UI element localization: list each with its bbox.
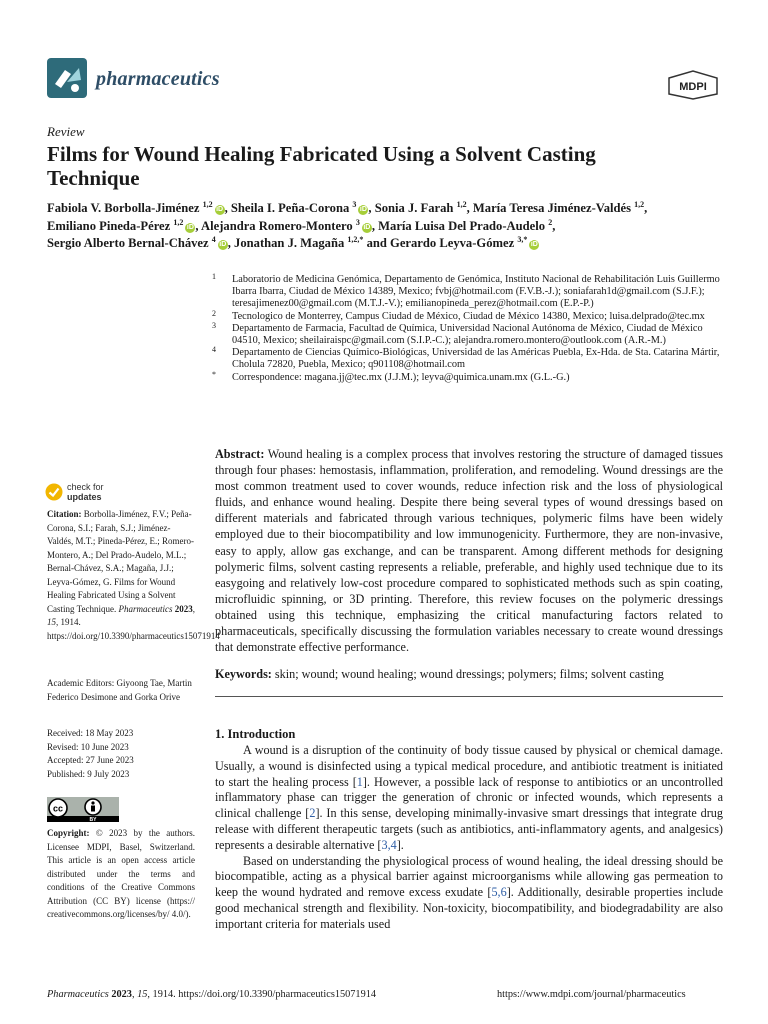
affiliation-number: 2 bbox=[212, 308, 216, 318]
date-published: Published: 9 July 2023 bbox=[47, 768, 130, 779]
article-type: Review bbox=[47, 124, 85, 139]
author-affiliation-marker: 2 bbox=[548, 217, 553, 227]
affiliation-text: Tecnologico de Monterrey, Campus Ciudad de México, Ciudad de México 14380, Mexico; luisa.delprado@tec.mx bbox=[232, 310, 705, 322]
paragraph: Based on understanding the physiological process of wound healing, the ideal dressing should be biocompatible, acting as a physical barrier against microorganisms while allowing gas permeation to keep the wound hydrated and remove excess exudate [5,6]. Additionally, desirable properties include good mechanical strength and flexibility. Non-toxicity, biocompatibility, and biodegradability are also important criteria for materials used bbox=[215, 853, 723, 931]
orcid-icon[interactable]: iD bbox=[219, 241, 227, 248]
author-name: Jonathan J. Magaña bbox=[234, 236, 345, 250]
author-affiliation-marker: 1,2 bbox=[634, 199, 645, 209]
footer-journal-url[interactable]: https://www.mdpi.com/journal/pharmaceutics bbox=[497, 989, 686, 1000]
paragraph: A wound is a disruption of the continuity of body tissue caused by physical or chemical damage. Usually, a wound is disinfected using a typical medical procedure, and antibiotic treatment is initiated to start the healing process [1]. However, a possible lack of response to antibiotics or an uncontrolled inflammatory phase can trigger the generation of chronic or infected wounds, which represents a clinical challenge [2]. In this sense, developing minimally-invasive smart dressings that integrate drug release with different therapeutic targets (such as antibiotics, anti-inflammatory agents, and analgesics) represents a desirable alternative [3,4]. bbox=[215, 743, 723, 852]
author-name: Gerardo Leyva-Gómez bbox=[390, 236, 515, 250]
reference-link[interactable]: 3,4 bbox=[381, 837, 397, 852]
affiliation-item bbox=[212, 308, 724, 323]
copyright-text: © 2023 by the authors. Licensee MDPI, Basel, Switzerland. This article is an open access article distributed under the terms and conditions of the Creative Commons Attribution (CC BY) license (https:// creativecommons.org/licenses/by/ 4.0/). bbox=[47, 828, 196, 919]
check-updates-line1: check for bbox=[67, 482, 104, 492]
reference-link[interactable]: 2 bbox=[309, 806, 316, 821]
citation-label: Citation: bbox=[47, 509, 82, 519]
abstract-text: Wound healing is a complex process that involves restoring the structure of damaged tissues through four phases: hemostasis, inflammation, proliferation, and remodeling. Wound dressings are the most common treatment used to cover wounds, reduce infection risk and the loss of physiological fluids, and enhance wound healing. Despite there being several types of wound dressings based on different materials and fabricated through various techniques, polymeric films have been widely employed due to their biocompatibility and low immunogenicity. Furthermore, they are non-invasive, easy to apply, allow gas exchange, and can be transparent. Among different methods for designing polymeric films, solvent casting represents a reliable, preferable, and highly used technique due to its easygoing and relatively low-cost procedure compared to sophisticated methods such as spin coating, microfluidic spinning, or 3D printing. Therefore, this review focuses on the polymeric dressings obtained using this technique, emphasizing the critical manufacturing factors related to pharmaceuticals, specifically discussing the formulation variables necessary to create wound dressings that demonstrate effective performance. bbox=[215, 447, 724, 655]
orcid-icon[interactable]: iD bbox=[363, 223, 371, 231]
author-name: Sonia J. Farah bbox=[374, 201, 454, 215]
author-affiliation-marker: 3 bbox=[352, 199, 357, 209]
keywords bbox=[215, 666, 723, 682]
academic-editors: Academic Editors: Giyoong Tae, Martin Federico Desimone and Gorka Orive bbox=[47, 678, 192, 702]
date-received: Received: 18 May 2023 bbox=[47, 728, 134, 738]
affiliation-item bbox=[212, 347, 724, 371]
svg-text:MDPI: MDPI bbox=[679, 81, 707, 93]
author-affiliation-marker: 3 bbox=[355, 217, 360, 227]
author-affiliation-marker: 1,2 bbox=[456, 199, 467, 209]
affiliation-item bbox=[212, 320, 724, 347]
publisher-logo bbox=[667, 70, 719, 100]
affiliation-number: 4 bbox=[212, 345, 216, 355]
affiliation-text: Laboratorio de Medicina Genómica, Departamento de Genómica, Instituto Nacional de Rehabilitación Luis Guillermo Ibarra Ibarra, Ciudad de México 14389, Mexico; fvbj@hotmail.com (F.V.B.-J.); soniafarah1d@gmail.com (S.J.F.); teresajimenez00@gmail.com (M.T.J.-V.); emilianopineda_perez@hotmail.com (E.P.-P.) bbox=[232, 274, 720, 310]
author-name: Emiliano Pineda-Pérez bbox=[47, 218, 171, 233]
check-for-updates-badge[interactable] bbox=[45, 483, 135, 505]
orcid-icon[interactable]: iD bbox=[186, 223, 194, 231]
affiliation-text: Departamento de Ciencias Químico-Biológicas, Universidad de las Américas Puebla, Ex-Hda. de Sta. Catarina Mártir, Cholula 72820, Puebla, Mexico; q901108@hotmail.com bbox=[232, 347, 720, 371]
keywords-text: skin; wound; wound healing; wound dressings; polymers; films; solvent casting bbox=[274, 667, 664, 681]
introduction-body bbox=[215, 743, 723, 933]
reference-link[interactable]: 1 bbox=[356, 774, 363, 789]
author-name: María Teresa Jiménez-Valdés bbox=[472, 201, 631, 215]
divider bbox=[215, 696, 723, 697]
affiliation-number: 3 bbox=[212, 320, 216, 330]
author-affiliation-marker: 1,2 bbox=[173, 217, 184, 227]
check-updates-icon bbox=[45, 483, 63, 501]
footer-citation: Pharmaceutics 2023, 15, 1914. https://doi.org/10.3390/pharmaceutics15071914 bbox=[47, 989, 377, 1000]
author-name: Sergio Alberto Bernal-Chávez bbox=[47, 236, 209, 250]
author-affiliation-marker: 4 bbox=[211, 234, 216, 244]
citation: Citation: Borbolla-Jiménez, F.V.; Peña-Corona, S.I.; Farah, S.J.; Jiménez-Valdés, M.T.; Pineda-Pérez, E.; Romero-Montero, A.; Del Prado-Audelo, M.L.; Bernal-Chávez, S.A.; Magaña, J.J.; Leyva-Gómez, G. Films for Wound Healing Fabricated Using a Solvent Casting Technique. Pharmaceutics 2023, 15, 1914. https://doi.org/10.3390/pharmaceutics15071914 bbox=[47, 509, 220, 641]
keywords-label: Keywords: bbox=[215, 667, 272, 681]
dates bbox=[47, 727, 195, 781]
affiliation-text: Departamento de Farmacia, Facultad de Química, Universidad Nacional Autónoma de México, Ciudad de México 04510, Mexico; sheilairaispc@gmail.com (S.I.P.-C.); alejandra.romero.montero@outlook.com (A.R.-M.) bbox=[232, 322, 703, 347]
orcid-icon[interactable]: iD bbox=[359, 206, 367, 213]
citation-journal: Pharmaceutics bbox=[118, 603, 173, 614]
section-heading-introduction: 1. Introduction bbox=[215, 727, 296, 741]
affiliations bbox=[212, 274, 724, 384]
citation-volume: 15 bbox=[47, 617, 56, 627]
affiliation-item bbox=[212, 369, 724, 384]
journal-name: pharmaceutics bbox=[96, 68, 220, 90]
author-affiliation-marker: 1,2,* bbox=[347, 234, 364, 244]
copyright-label: Copyright: bbox=[47, 828, 90, 838]
affiliation-number: * bbox=[212, 369, 216, 379]
author-affiliation-marker: 3,* bbox=[517, 234, 528, 244]
author-name: Sheila I. Peña-Corona bbox=[230, 201, 350, 215]
article-title: Films for Wound Healing Fabricated Using a Solvent Casting Technique bbox=[47, 142, 596, 190]
orcid-icon[interactable]: iD bbox=[530, 241, 538, 248]
affiliation-text: Correspondence: magana.jj@tec.mx (J.J.M.); leyva@quimica.unam.mx (G.L.-G.) bbox=[232, 371, 570, 383]
check-updates-line2: updates bbox=[67, 491, 102, 502]
footer-doi-link[interactable]: , 1914. https://doi.org/10.3390/pharmaceutics15071914 bbox=[147, 989, 377, 1000]
author-name: Fabiola V. Borbolla-Jiménez bbox=[47, 201, 200, 215]
citation-text: Borbolla-Jiménez, F.V.; Peña-Corona, S.I.; Farah, S.J.; Jiménez-Valdés, M.T.; Pineda-Pérez, E.; Romero-Montero, A.; Del Prado-Audelo, M.L.; Bernal-Chávez, S.A.; Magaña, J.J.; Leyva-Gómez, G. Films for Wound Healing Fabricated Using a Solvent Casting Technique. bbox=[47, 509, 195, 614]
author-name: María Luisa Del Prado-Audelo bbox=[378, 218, 546, 233]
affiliation-number: 1 bbox=[212, 272, 216, 281]
author-list: Fabiola V. Borbolla-Jiménez $^{1,2}$iD , Sheila I. Peña-Corona $^3$iD , Sonia J. Farah $^{1,2}$, María Teresa Jiménez-Valdés $^{1,2}$, Emiliano Pineda-Pérez $^{1,2}$iD , Alejandra Romero-Montero $^3$iD , María Luisa Del Prado-Audelo $^2$, Sergio Alberto Bernal-Chávez $^4$iD , Jonathan J. Magaña $^{1,2,*}$ and Gerardo Leyva-Gómez $^{3,*}$iD bbox=[47, 199, 648, 250]
reference-link[interactable]: 5,6 bbox=[491, 885, 507, 900]
svg-text:BY: BY bbox=[89, 817, 97, 822]
affiliation-item bbox=[212, 274, 724, 311]
author-affiliation-marker: 1,2 bbox=[202, 199, 213, 209]
citation-doi[interactable]: , 1914. https://doi.org/10.3390/pharmaceutics15071914 bbox=[47, 617, 220, 641]
author-name: Alejandra Romero-Montero bbox=[201, 218, 353, 233]
journal-logo-icon bbox=[47, 58, 87, 98]
orcid-icon[interactable]: iD bbox=[216, 206, 224, 213]
abstract bbox=[215, 446, 723, 655]
svg-text:cc: cc bbox=[52, 803, 64, 814]
cc-by-license-icon[interactable] bbox=[47, 797, 119, 822]
copyright-notice bbox=[47, 827, 195, 922]
abstract-label: Abstract: bbox=[215, 447, 265, 461]
citation-year: 2023 bbox=[174, 603, 193, 614]
date-accepted: Accepted: 27 June 2023 bbox=[47, 755, 134, 765]
date-revised: Revised: 10 June 2023 bbox=[47, 741, 129, 752]
